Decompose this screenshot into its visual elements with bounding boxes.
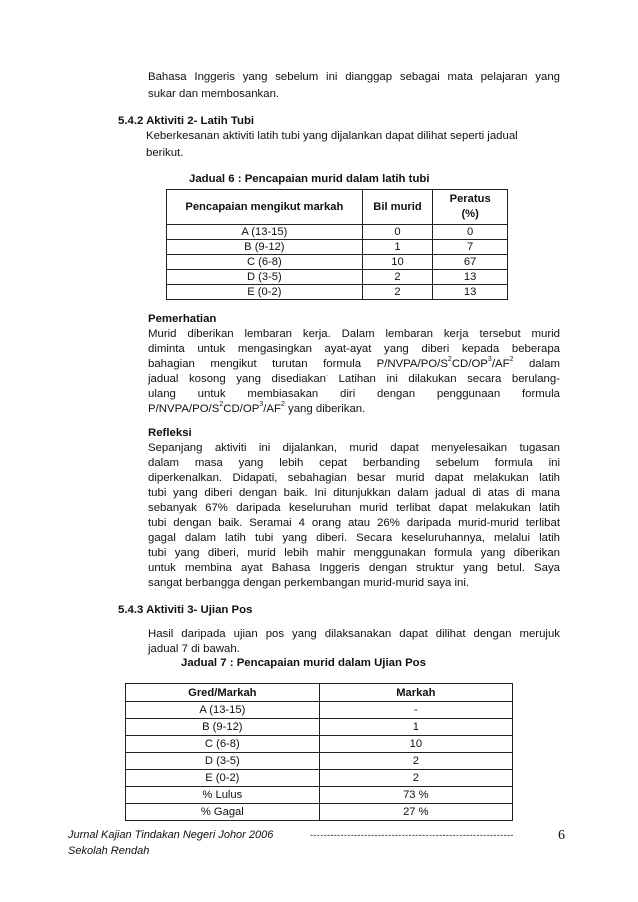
pemerhatian-line-4: jadual kosong yang disediakan. Latihan ini dilakukan secara berulang-	[148, 371, 560, 385]
intro-line-2: sukar dan membosankan.	[148, 88, 280, 100]
table7-header-markah: Markah	[319, 684, 512, 702]
pemerhatian-line-5: ulang untuk membiasakan diri dengan penggunaan formula	[148, 388, 560, 400]
table6-row: B (9-12) 1 7	[167, 240, 508, 255]
pemerhatian-line-2: diminta untuk mengasingkan ayat-ayat yang diberi kepada beberapa	[148, 343, 560, 355]
table6-header-bil: Bil murid	[362, 190, 433, 225]
refleksi-heading: Refleksi	[148, 427, 192, 439]
intro-line-1: Bahasa Inggeris yang sebelum ini dianggap sebagai mata pelajaran yang	[148, 71, 560, 83]
table7-row: % Lulus 73 %	[126, 787, 513, 804]
section-543-heading: 5.4.3 Aktiviti 3- Ujian Pos	[118, 604, 253, 616]
table7	[125, 683, 513, 821]
refleksi-line: diperkenalkan. Didapati, sebahagian besar murid dapat melakukan latih	[148, 472, 560, 484]
section-542-line-1: Keberkesanan aktiviti latih tubi yang dijalankan dapat dilihat seperti jadual	[146, 130, 518, 142]
table7-row: % Gagal 27 %	[126, 804, 513, 821]
section-543-line-1: Hasil daripada ujian pos yang dilaksanakan dapat dilihat dengan merujuk	[148, 628, 560, 640]
table7-header-gred: Gred/Markah	[126, 684, 320, 702]
footer-school: Sekolah Rendah	[68, 845, 150, 857]
table6	[166, 189, 508, 300]
refleksi-line: dalam masa yang lebih cepat berbanding sebelum formula ini	[148, 457, 560, 469]
table6-row: A (13-15) 0 0	[167, 225, 508, 240]
footer-dashes: ------------------------------------------------------------	[310, 830, 514, 840]
section-542-heading: 5.4.2 Aktiviti 2- Latih Tubi	[118, 115, 255, 127]
footer-journal: Jurnal Kajian Tindakan Negeri Johor 2006	[68, 829, 274, 841]
table6-header-peratus: Peratus (%)	[433, 190, 508, 225]
pemerhatian-heading: Pemerhatian	[148, 313, 217, 325]
refleksi-line: Sepanjang aktiviti ini dijalankan, murid dapat menyelesaikan tugasan	[148, 442, 560, 454]
section-542-line-2: berikut.	[146, 147, 184, 159]
refleksi-line: gagal dalam latih tubi yang diberi. Secara keseluruhannya, melalui latih	[148, 532, 560, 544]
table7-row: A (13-15) -	[126, 702, 513, 719]
table7-row: E (0-2) 2	[126, 770, 513, 787]
refleksi-line: tubi yang diberi dengan baik. Ini ditunjukkan dalam jadual di atas di mana	[148, 487, 560, 499]
refleksi-line: sangat berbangga dengan perkembangan murid-murid saya ini.	[148, 577, 470, 589]
table6-caption: Jadual 6 : Pencapaian murid dalam latih tubi	[189, 173, 430, 185]
page-number: 6	[558, 828, 565, 843]
table6-row: D (3-5) 2 13	[167, 270, 508, 285]
pemerhatian-line-1: Murid diberikan lembaran kerja. Dalam lembaran kerja tersebut murid	[148, 328, 560, 340]
pemerhatian-line-3: bahagian mengikut turutan formula $P/NVPA/PO/S^2CD/OP^3/AF^2$ dalam	[148, 356, 560, 370]
table6-row: C (6-8) 10 67	[167, 255, 508, 270]
pemerhatian-line-6: $P/NVPA/PO/S^2CD/OP^3/AF^2$ yang diberikan.	[148, 401, 366, 415]
refleksi-line: sebanyak 67% daripada keseluruhan murid terlibat dapat melakukan latih	[148, 502, 560, 514]
refleksi-line: tubi yang diberi, murid lebih mahir menggunakan formula yang diberikan	[148, 547, 560, 559]
table6-header-pencapaian: Pencapaian mengikut markah	[167, 190, 363, 225]
section-543-line-2: jadual 7 di bawah.	[148, 643, 240, 655]
refleksi-line: tubi dengan baik. Seramai 4 orang atau 26% daripada murid-murid terlibat	[148, 517, 560, 529]
refleksi-line: untuk membina ayat Bahasa Inggeris dengan struktur yang betul. Saya	[148, 562, 560, 574]
table7-row: D (3-5) 2	[126, 753, 513, 770]
table7-row: B (9-12) 1	[126, 719, 513, 736]
table6-row: E (0-2) 2 13	[167, 285, 508, 300]
table7-row: C (6-8) 10	[126, 736, 513, 753]
table7-caption: Jadual 7 : Pencapaian murid dalam Ujian Pos	[181, 657, 426, 669]
